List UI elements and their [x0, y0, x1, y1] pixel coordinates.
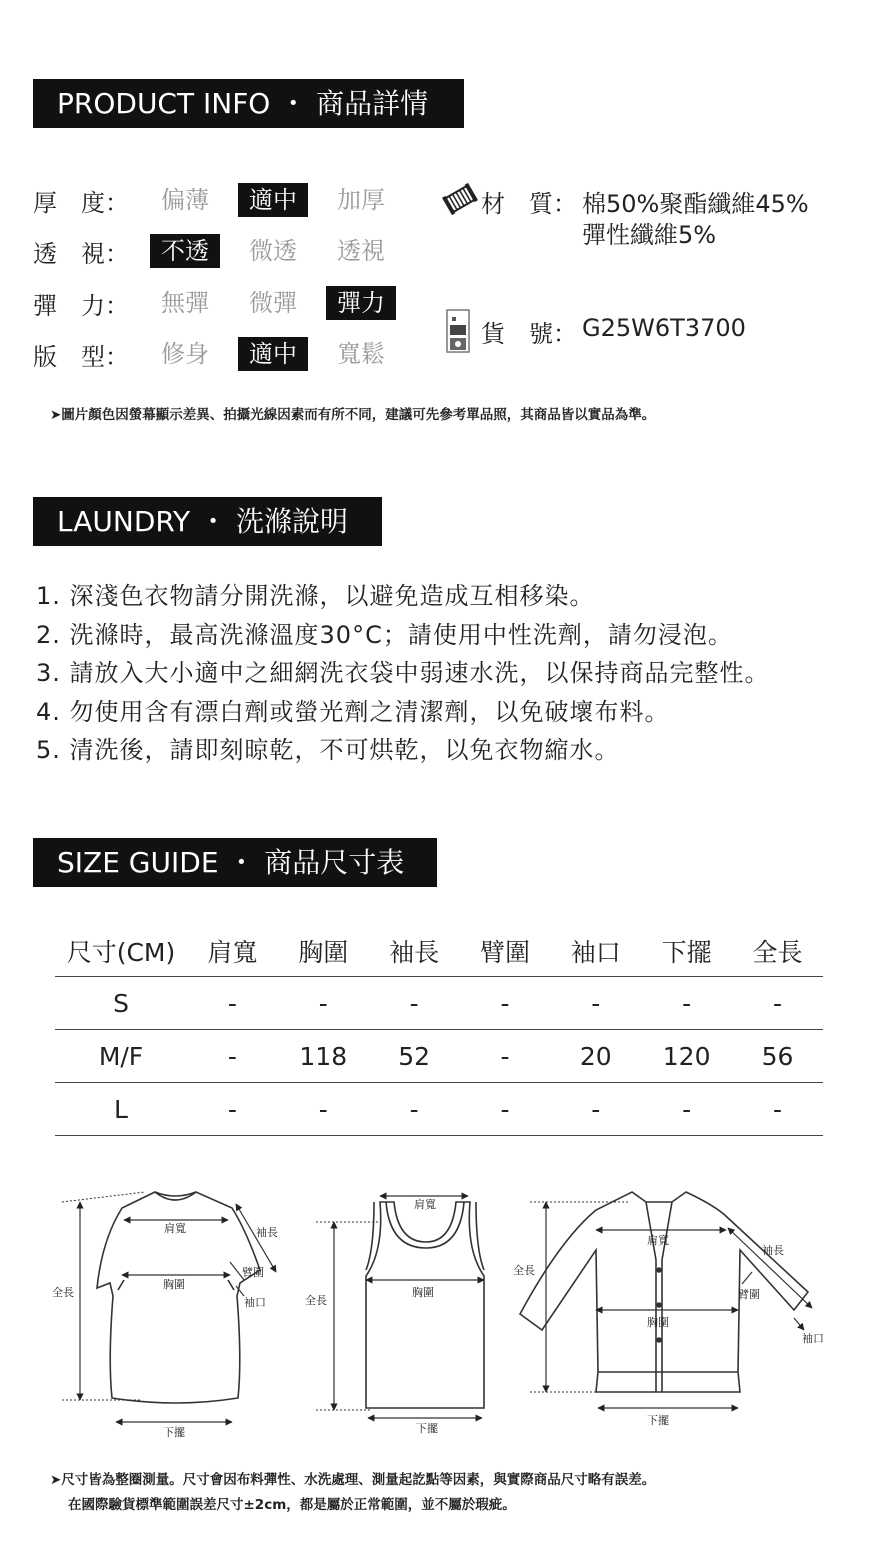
- svg-text:臂圍: 臂圍: [242, 1266, 264, 1279]
- svg-text:下擺: 下擺: [647, 1414, 669, 1427]
- size-value-cell: -: [187, 1030, 278, 1083]
- attribute-option: 微彈: [249, 289, 297, 317]
- size-label-cell: S: [55, 977, 187, 1030]
- size-label-cell: M/F: [55, 1030, 187, 1083]
- thread-spool-icon: [440, 182, 480, 220]
- attribute-label: 透 視：: [33, 239, 129, 268]
- attribute-option-selected: 適中: [238, 183, 308, 217]
- size-value-cell: 118: [278, 1030, 369, 1083]
- size-column-header: 肩寬: [187, 926, 278, 977]
- laundry-item: 2. 洗滌時，最高洗滌溫度30°C；請使用中性洗劑，請勿浸泡。: [36, 620, 733, 649]
- svg-text:胸圍: 胸圍: [647, 1316, 669, 1329]
- size-value-cell: -: [278, 977, 369, 1030]
- svg-text:全長: 全長: [305, 1294, 327, 1307]
- size-value-cell: -: [460, 1030, 551, 1083]
- size-value-cell: -: [641, 1083, 732, 1136]
- sku-label: 貨 號：: [481, 320, 577, 348]
- size-column-header: 下擺: [641, 926, 732, 977]
- size-value-cell: -: [550, 1083, 641, 1136]
- attribute-row: [33, 334, 405, 374]
- svg-text:袖長: 袖長: [762, 1244, 784, 1257]
- laundry-item: 3. 請放入大小適中之細網洗衣袋中弱速水洗，以保持商品完整性。: [36, 659, 770, 687]
- size-note-line1: ➤尺寸皆為整圈測量。尺寸會因布料彈性、水洗處理、測量起訖點等因素，與實際商品尺寸略有誤差。: [50, 1472, 656, 1488]
- size-column-header: 袖長: [369, 926, 460, 977]
- attribute-option: 寬鬆: [337, 340, 385, 368]
- cardigan-diagram: [520, 1192, 812, 1408]
- attribute-option: 偏薄: [161, 186, 209, 214]
- attribute-label: 彈 力：: [33, 291, 129, 320]
- attribute-label: 厚 度：: [33, 188, 129, 217]
- attribute-option: 無彈: [161, 289, 209, 317]
- size-column-header: 全長: [732, 926, 823, 977]
- table-row: [55, 977, 823, 1030]
- svg-text:下擺: 下擺: [163, 1426, 185, 1439]
- svg-text:袖長: 袖長: [256, 1226, 278, 1239]
- attribute-option: 微透: [249, 237, 297, 265]
- size-label-cell: L: [55, 1083, 187, 1136]
- svg-text:袖口: 袖口: [802, 1332, 824, 1345]
- svg-text:肩寬: 肩寬: [647, 1234, 669, 1247]
- svg-text:肩寬: 肩寬: [414, 1198, 436, 1211]
- garment-diagrams: [0, 1180, 875, 1440]
- table-row: [55, 1083, 823, 1136]
- size-column-header: 胸圍: [278, 926, 369, 977]
- svg-text:臂圍: 臂圍: [738, 1288, 760, 1301]
- size-value-cell: -: [369, 977, 460, 1030]
- attribute-option: 透視: [337, 237, 385, 265]
- svg-text:全長: 全長: [513, 1264, 535, 1277]
- attribute-option-selected: 不透: [150, 234, 220, 268]
- size-table: [55, 926, 823, 1136]
- size-value-cell: -: [550, 977, 641, 1030]
- svg-text:肩寬: 肩寬: [164, 1222, 186, 1235]
- size-value-cell: 120: [641, 1030, 732, 1083]
- material-label: 材 質：: [481, 190, 577, 218]
- size-value-cell: -: [187, 1083, 278, 1136]
- laundry-list: [36, 577, 770, 770]
- table-row: [55, 1030, 823, 1083]
- size-value-cell: -: [187, 977, 278, 1030]
- material-value-line2: 彈性纖維5%: [582, 221, 717, 249]
- svg-text:全長: 全長: [52, 1286, 74, 1299]
- size-column-header: 袖口: [550, 926, 641, 977]
- svg-text:胸圍: 胸圍: [412, 1286, 434, 1299]
- laundry-header: LAUNDRY ・ 洗滌說明: [33, 497, 382, 546]
- svg-text:下擺: 下擺: [416, 1422, 438, 1435]
- attribute-label: 版 型：: [33, 342, 129, 371]
- laundry-item: 5. 清洗後，請即刻晾乾，不可烘乾，以免衣物縮水。: [36, 736, 620, 764]
- attribute-option: 加厚: [337, 186, 385, 214]
- attribute-option-selected: 彈力: [326, 286, 396, 320]
- size-note-line2: 在國際驗貨標準範圍誤差尺寸±2cm，都是屬於正常範圍，並不屬於瑕疵。: [68, 1497, 516, 1513]
- svg-text:胸圍: 胸圍: [163, 1278, 185, 1291]
- size-value-cell: -: [732, 977, 823, 1030]
- tag-icon: [446, 309, 472, 359]
- size-column-header: 尺寸(CM): [55, 926, 187, 977]
- attribute-row: [33, 283, 405, 323]
- size-value-cell: -: [460, 977, 551, 1030]
- attribute-option-selected: 適中: [238, 337, 308, 371]
- sku-value: G25W6T3700: [582, 314, 746, 342]
- material-value-line1: 棉50%聚酯纖維45%: [582, 190, 809, 218]
- attribute-row: [33, 180, 405, 220]
- size-value-cell: 52: [369, 1030, 460, 1083]
- tank-diagram: [316, 1196, 484, 1418]
- size-value-cell: -: [460, 1083, 551, 1136]
- attribute-option: 修身: [161, 340, 209, 368]
- size-column-header: 臂圍: [460, 926, 551, 977]
- size-value-cell: -: [641, 977, 732, 1030]
- svg-text:袖口: 袖口: [244, 1296, 266, 1309]
- size-value-cell: -: [732, 1083, 823, 1136]
- size-value-cell: 20: [550, 1030, 641, 1083]
- size-value-cell: -: [369, 1083, 460, 1136]
- attribute-row: [33, 231, 405, 271]
- laundry-item: 4. 勿使用含有漂白劑或螢光劑之清潔劑，以免破壞布料。: [36, 697, 670, 726]
- size-guide-header: SIZE GUIDE ・ 商品尺寸表: [33, 838, 437, 887]
- color-disclaimer: ➤圖片顏色因螢幕顯示差異、拍攝光線因素而有所不同，建議可先參考單品照，其商品皆以實品為準。: [50, 407, 656, 423]
- size-value-cell: -: [278, 1083, 369, 1136]
- laundry-item: 1. 深淺色衣物請分開洗滌，以避免造成互相移染。: [36, 582, 595, 610]
- product-info-header: PRODUCT INFO ・ 商品詳情: [33, 79, 464, 128]
- size-value-cell: 56: [732, 1030, 823, 1083]
